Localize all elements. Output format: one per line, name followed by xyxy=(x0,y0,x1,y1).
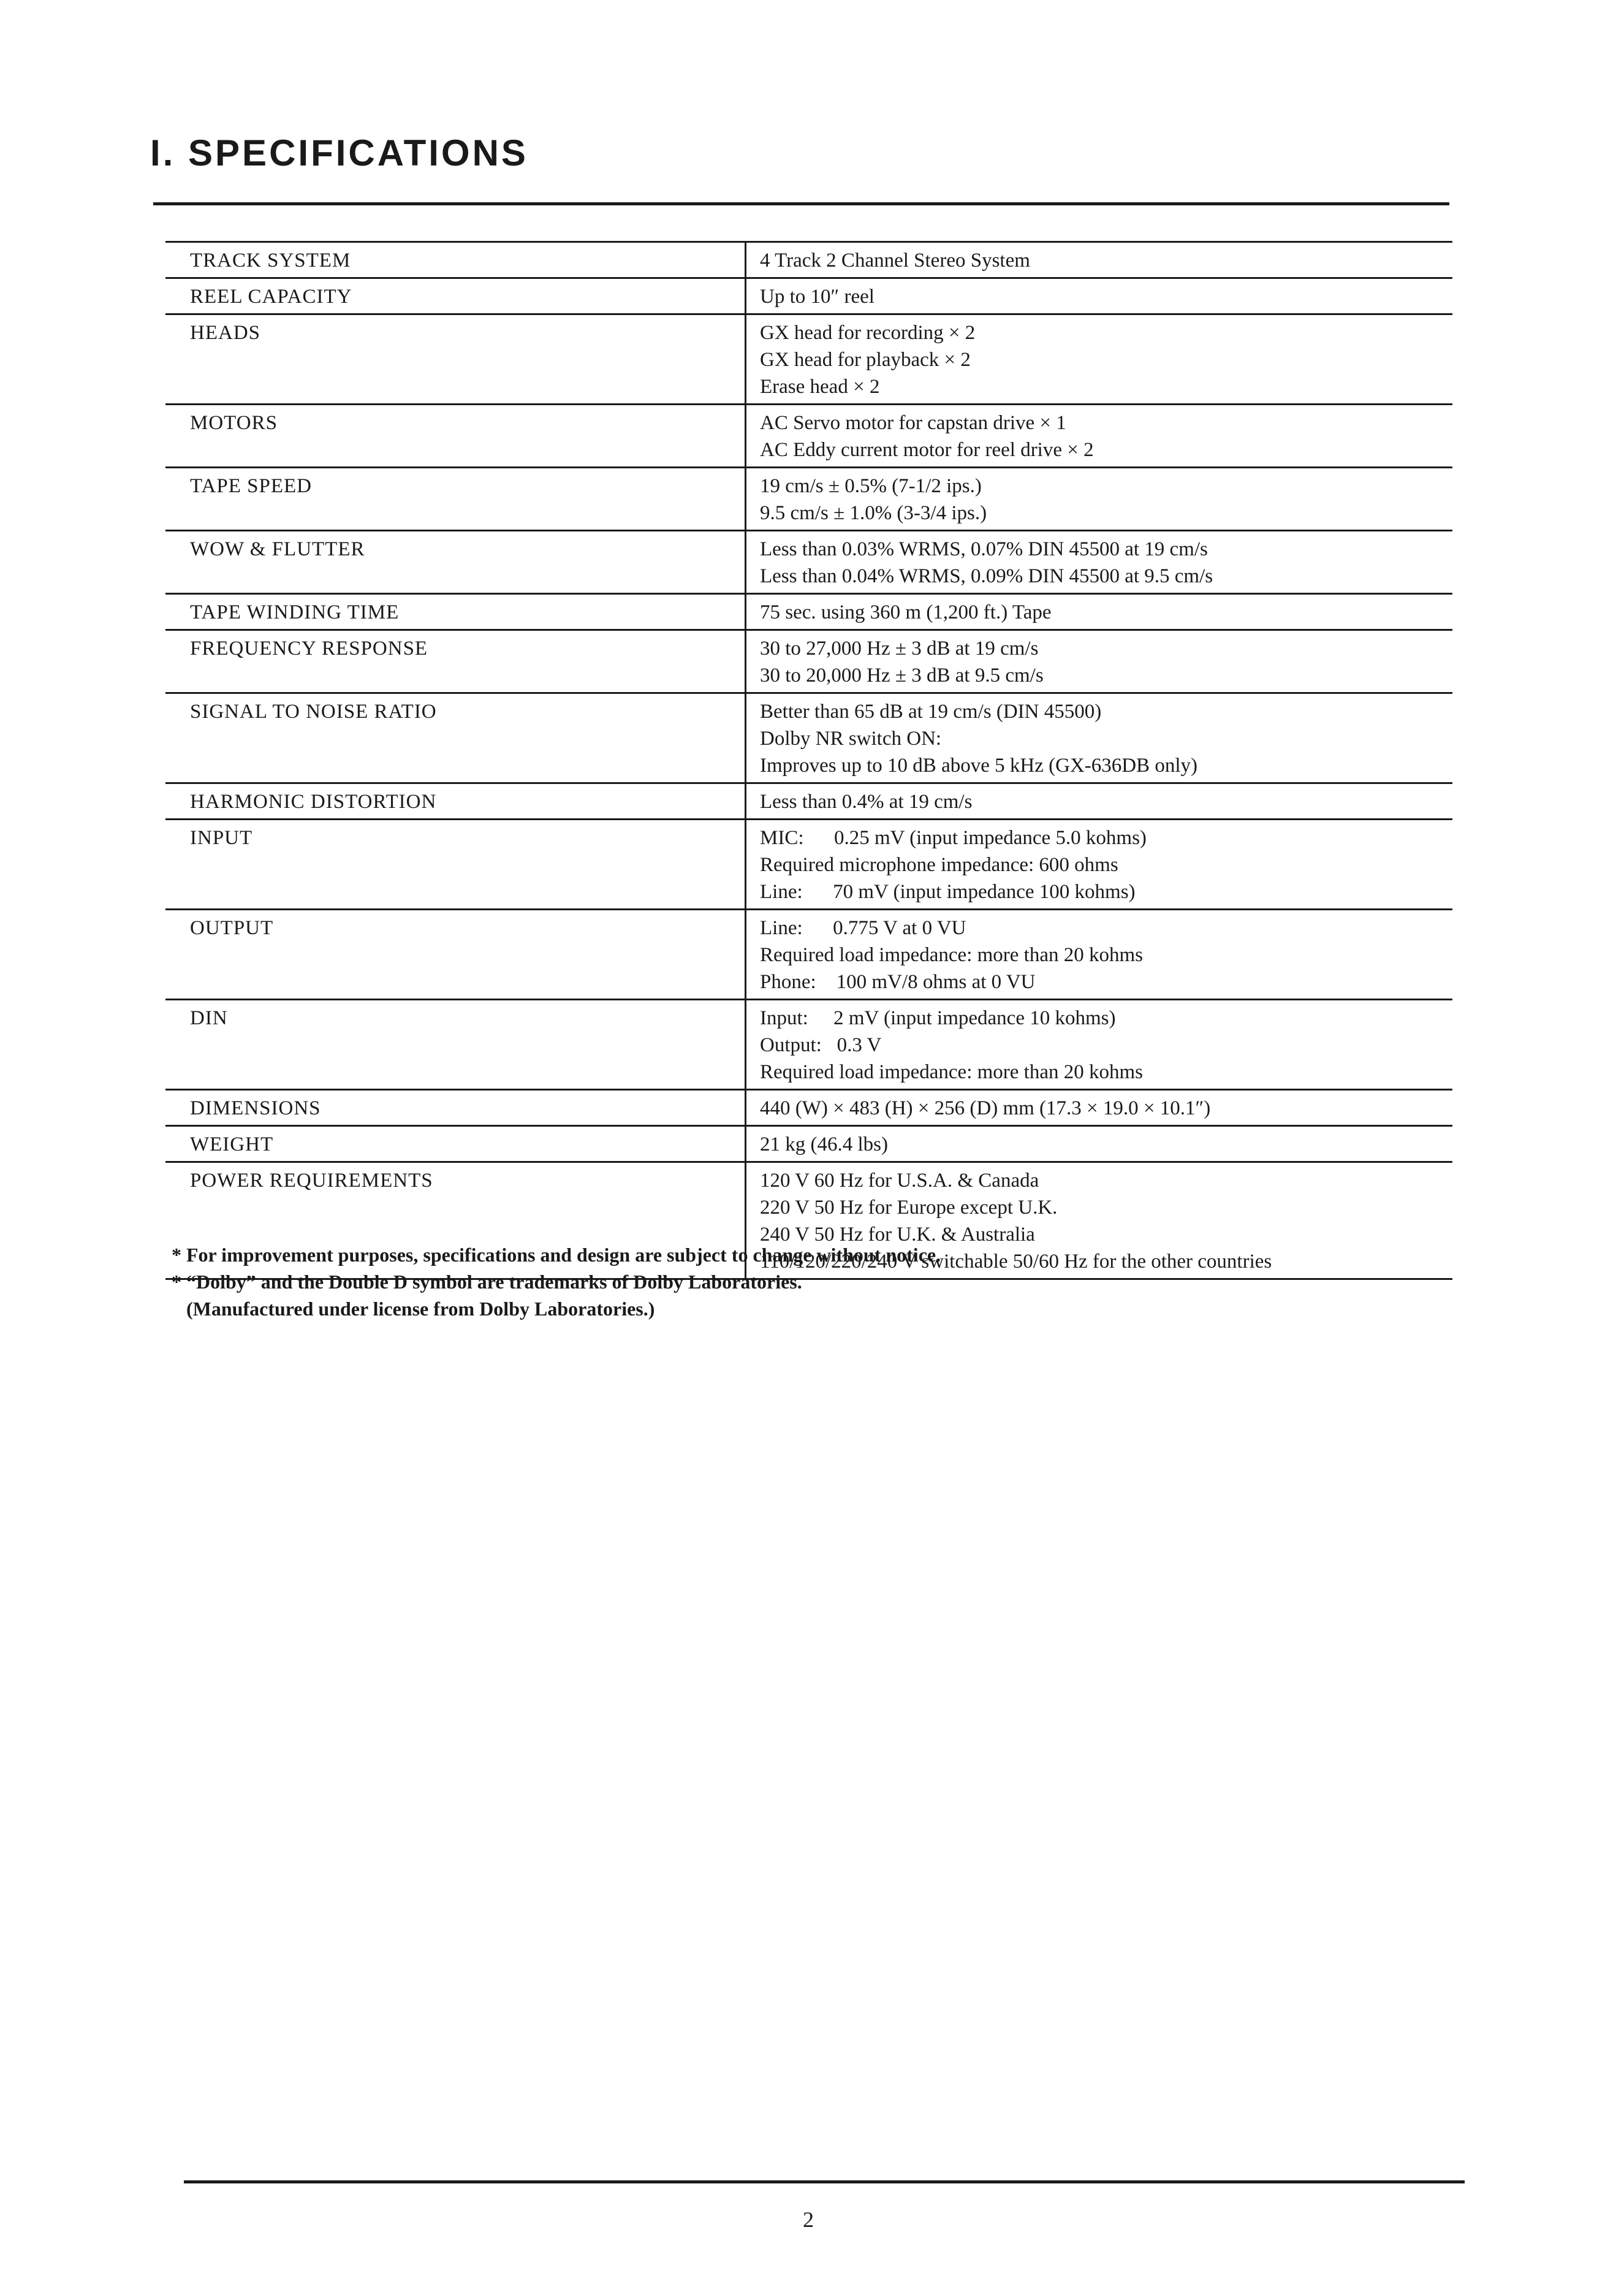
spec-value-line: 120 V 60 Hz for U.S.A. & Canada xyxy=(760,1170,1039,1192)
spec-value-line: 21 kg (46.4 lbs) xyxy=(760,1133,888,1155)
spec-value xyxy=(746,594,1453,630)
spec-row xyxy=(165,405,1452,468)
spec-row xyxy=(165,278,1452,314)
spec-row xyxy=(165,242,1452,278)
spec-row xyxy=(165,531,1452,594)
spec-label: TAPE SPEED xyxy=(165,468,746,531)
spec-label: INPUT xyxy=(165,820,746,910)
title-divider xyxy=(153,202,1449,205)
spec-row xyxy=(165,1126,1452,1162)
spec-value-line: 30 to 20,000 Hz ± 3 dB at 9.5 cm/s xyxy=(760,664,1044,687)
spec-value-line: Dolby NR switch ON: xyxy=(760,728,942,750)
spec-label: POWER REQUIREMENTS xyxy=(165,1162,746,1279)
spec-value-line: 75 sec. using 360 m (1,200 ft.) Tape xyxy=(760,601,1052,623)
spec-label: SIGNAL TO NOISE RATIO xyxy=(165,693,746,783)
spec-value-line: GX head for playback × 2 xyxy=(760,349,971,371)
spec-row xyxy=(165,594,1452,630)
note-dolby-license: (Manufactured under license from Dolby Laboratories.) xyxy=(172,1298,655,1320)
spec-label: FREQUENCY RESPONSE xyxy=(165,630,746,693)
note-improvement: * For improvement purposes, specifications and design are subject to change without notice. xyxy=(172,1244,941,1266)
spec-value-line: 240 V 50 Hz for U.K. & Australia xyxy=(760,1224,1035,1246)
spec-value-line: Less than 0.4% at 19 cm/s xyxy=(760,791,973,813)
spec-value xyxy=(746,910,1453,1000)
spec-label: DIN xyxy=(165,1000,746,1090)
spec-value xyxy=(746,468,1453,531)
spec-value-line: Improves up to 10 dB above 5 kHz (GX-636DB only) xyxy=(760,755,1197,777)
spec-row xyxy=(165,693,1452,783)
spec-value-line: GX head for recording × 2 xyxy=(760,322,976,344)
spec-value-line: Less than 0.04% WRMS, 0.09% DIN 45500 at 9.5 cm/s xyxy=(760,565,1213,587)
spec-value-line: 9.5 cm/s ± 1.0% (3-3/4 ips.) xyxy=(760,502,987,524)
spec-row xyxy=(165,783,1452,820)
spec-row xyxy=(165,1000,1452,1090)
spec-label: WEIGHT xyxy=(165,1126,746,1162)
spec-value-line: AC Eddy current motor for reel drive × 2 xyxy=(760,439,1094,461)
spec-label: OUTPUT xyxy=(165,910,746,1000)
spec-value-line: Less than 0.03% WRMS, 0.07% DIN 45500 at 19 cm/s xyxy=(760,538,1208,560)
spec-value-line: Required microphone impedance: 600 ohms xyxy=(760,854,1118,876)
specifications-table-body xyxy=(165,242,1452,1279)
spec-value-line: 19 cm/s ± 0.5% (7-1/2 ips.) xyxy=(760,475,982,497)
spec-value-line: Erase head × 2 xyxy=(760,376,880,398)
spec-row xyxy=(165,468,1452,531)
page-title: I. SPECIFICATIONS xyxy=(150,132,528,173)
spec-value-line: Input: 2 mV (input impedance 10 kohms) xyxy=(760,1007,1116,1029)
spec-label: HARMONIC DISTORTION xyxy=(165,783,746,820)
spec-row xyxy=(165,314,1452,405)
spec-value xyxy=(746,693,1453,783)
spec-value xyxy=(746,1126,1453,1162)
spec-label: REEL CAPACITY xyxy=(165,278,746,314)
spec-value-line: 440 (W) × 483 (H) × 256 (D) mm (17.3 × 19.0 × 10.1″) xyxy=(760,1097,1211,1119)
spec-label: MOTORS xyxy=(165,405,746,468)
spec-value xyxy=(746,314,1453,405)
spec-value-line: Phone: 100 mV/8 ohms at 0 VU xyxy=(760,971,1036,993)
spec-value-line: Required load impedance: more than 20 kohms xyxy=(760,944,1144,966)
spec-value-line: 110/120/220/240 V switchable 50/60 Hz for the other countries xyxy=(760,1250,1272,1273)
spec-value-line: 220 V 50 Hz for Europe except U.K. xyxy=(760,1197,1058,1219)
spec-row xyxy=(165,630,1452,693)
spec-value xyxy=(746,278,1453,314)
spec-label: TAPE WINDING TIME xyxy=(165,594,746,630)
spec-value xyxy=(746,531,1453,594)
page-number: 2 xyxy=(803,2207,814,2232)
spec-value xyxy=(746,630,1453,693)
spec-label: HEADS xyxy=(165,314,746,405)
spec-value xyxy=(746,405,1453,468)
spec-row xyxy=(165,910,1452,1000)
spec-value-line: Output: 0.3 V xyxy=(760,1034,882,1056)
spec-value xyxy=(746,820,1453,910)
spec-value-line: 30 to 27,000 Hz ± 3 dB at 19 cm/s xyxy=(760,638,1039,660)
spec-row xyxy=(165,1090,1452,1126)
spec-value xyxy=(746,242,1453,278)
note-dolby-trademark: * “Dolby” and the Double D symbol are trademarks of Dolby Laboratories. xyxy=(172,1271,802,1293)
spec-label: TRACK SYSTEM xyxy=(165,242,746,278)
spec-label: WOW & FLUTTER xyxy=(165,531,746,594)
spec-value-line: AC Servo motor for capstan drive × 1 xyxy=(760,412,1066,434)
specifications-table xyxy=(165,241,1452,1280)
spec-value-line: Up to 10″ reel xyxy=(760,286,875,308)
spec-value-line: Required load impedance: more than 20 kohms xyxy=(760,1061,1144,1083)
spec-value-line: MIC: 0.25 mV (input impedance 5.0 kohms) xyxy=(760,827,1147,849)
footer-divider xyxy=(184,2180,1465,2183)
spec-value-line: Line: 0.775 V at 0 VU xyxy=(760,917,966,939)
spec-row xyxy=(165,820,1452,910)
spec-value-line: Line: 70 mV (input impedance 100 kohms) xyxy=(760,881,1136,903)
spec-value-line: Better than 65 dB at 19 cm/s (DIN 45500) xyxy=(760,701,1102,723)
spec-value xyxy=(746,783,1453,820)
spec-label: DIMENSIONS xyxy=(165,1090,746,1126)
notes xyxy=(172,1241,941,1322)
spec-value-line: 4 Track 2 Channel Stereo System xyxy=(760,249,1030,272)
spec-value xyxy=(746,1090,1453,1126)
spec-value xyxy=(746,1000,1453,1090)
